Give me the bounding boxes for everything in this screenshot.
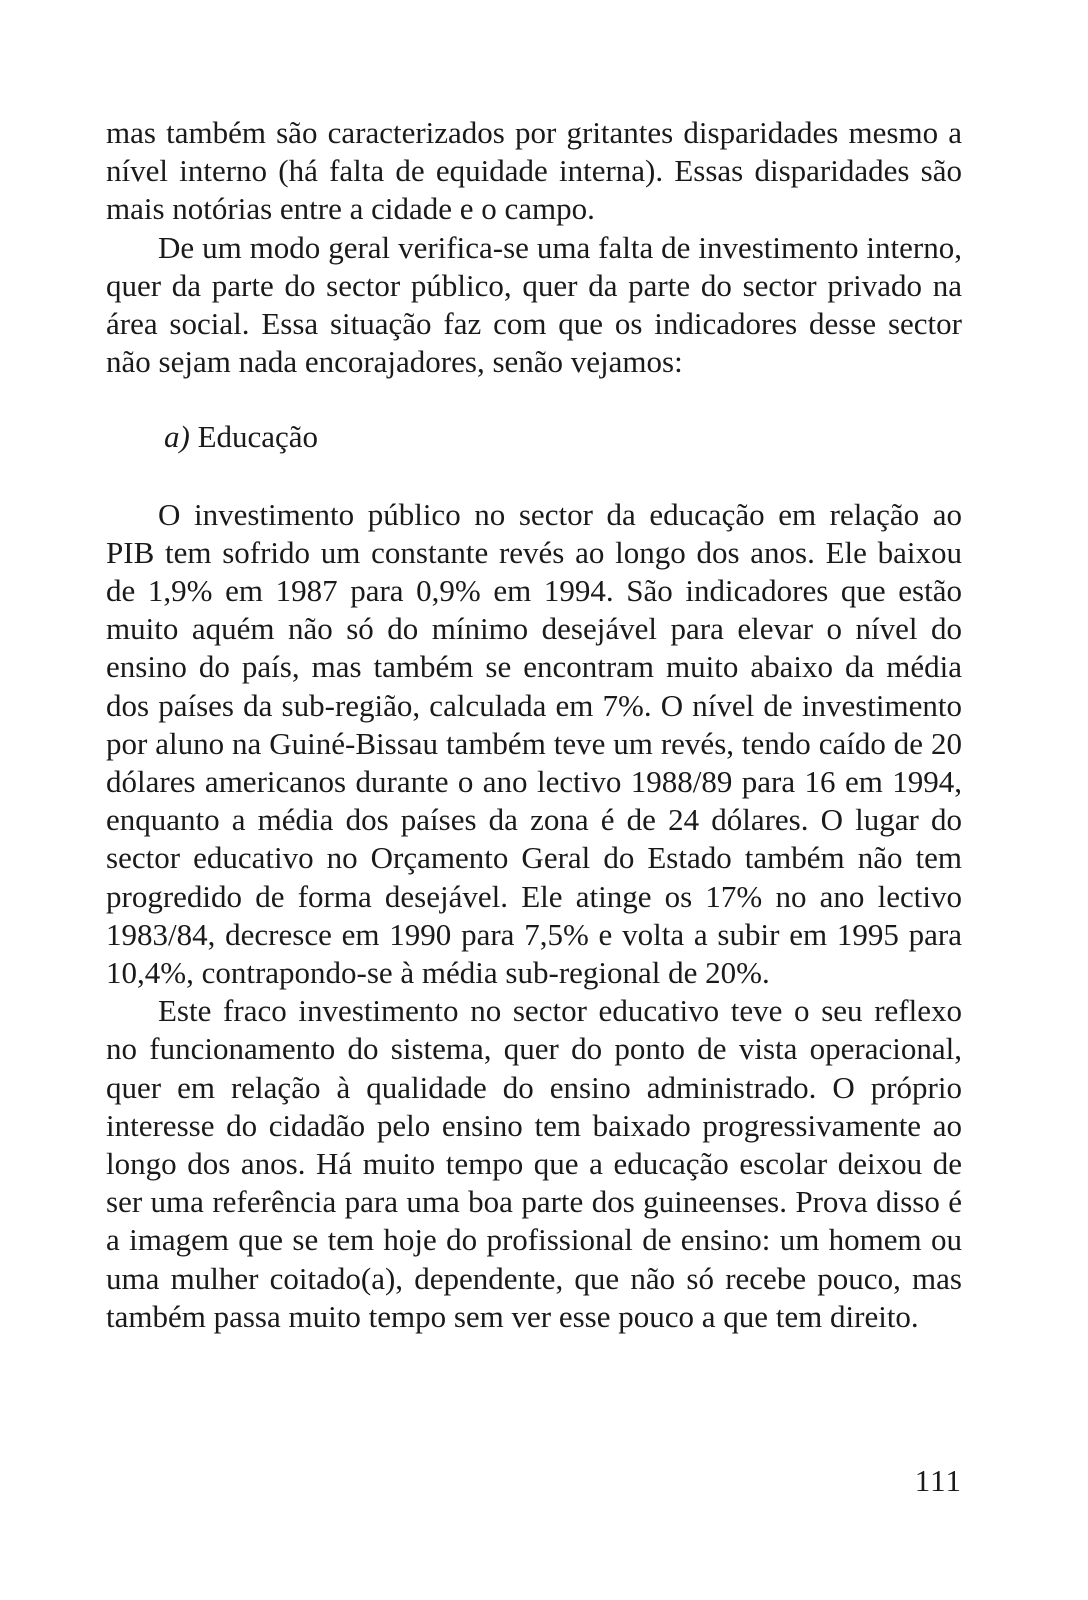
paragraph-4: Este fraco investimento no sector educativo teve o seu reflexo no funcionamento do sistema, quer do ponto de vista operacional, quer em relação à qualidade do ensino administrado. O próprio interesse do cidadão pelo ensino tem baixado progressivamente ao longo dos anos. Há muito tempo que a educação escolar deixou de ser uma referência para uma boa parte dos guineenses. Prova disso é a imagem que se tem hoje do profissional de ensino: um homem ou uma mulher coitado(a), dependente, que não só recebe pouco, mas também passa muito tempo sem ver esse pouco a que tem direito.	[106, 993, 962, 1334]
paragraph-1: mas também são caracterizados por gritantes disparidades mesmo a nível interno (há falta de equidade interna). Essas disparidades são mais notórias entre a cidade e o campo.	[106, 115, 962, 227]
page-number: 111	[914, 1463, 962, 1498]
section-heading	[106, 418, 962, 456]
section-letter: a)	[164, 419, 190, 455]
body-text	[106, 114, 962, 1336]
paragraph-2: De um modo geral verifica-se uma falta de investimento interno, quer da parte do sector público, quer da parte do sector privado na área social. Essa situação faz com que os indicadores desse sector não sejam nada encorajadores, senão vejamos:	[106, 229, 962, 380]
paragraph-3: O investimento público no sector da educação em relação ao PIB tem sofrido um constante revés ao longo dos anos. Ele baixou de 1,9% em 1987 para 0,9% em 1994. São indicadores que estão muito aquém não só do mínimo desejável para elevar o nível do ensino do país, mas também se encontram muito abaixo da média dos países da sub-região, calculada em 7%. O nível de investimento por aluno na Guiné-Bissau também teve um revés, tendo caído de 20 dólares americanos durante o ano lectivo 1988/89 para 16 em 1994, enquanto a média dos países da zona é de 24 dólares. O lugar do sector educativo no Orçamento Geral do Estado também não tem progredido de forma desejável. Ele atinge os 17% no ano lectivo 1983/84, decresce em 1990 para 7,5% e volta a subir em 1995 para 10,4%, contrapondo-se à média sub-regional de 20%.	[106, 496, 962, 991]
section-title: Educação	[197, 419, 319, 455]
